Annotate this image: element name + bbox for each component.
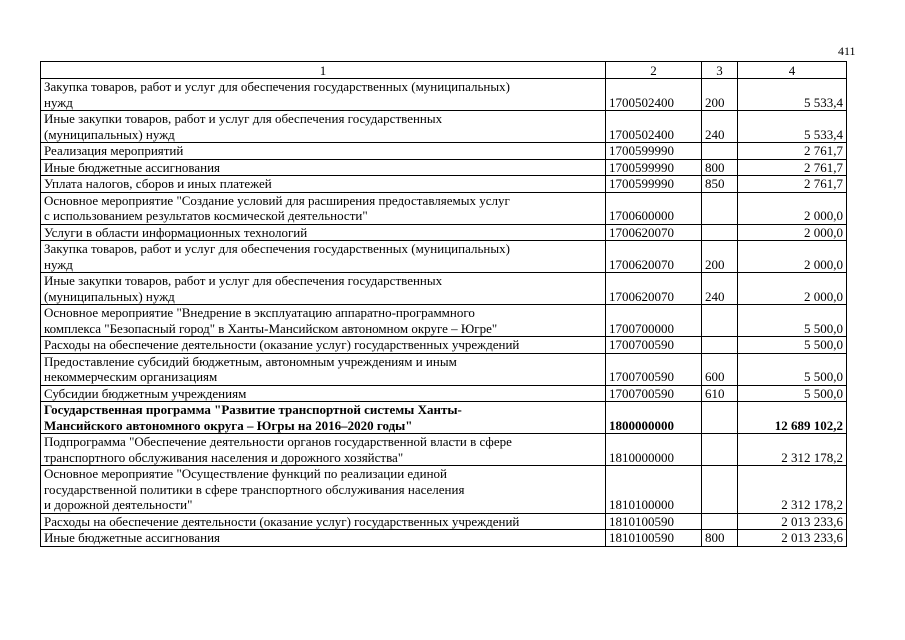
row-amount-cell: 12 689 102,2: [738, 402, 847, 434]
row-name-line: некоммерческим организациям: [44, 369, 218, 384]
row-code-cell: 1700700590: [606, 337, 702, 354]
row-name-line: Иные бюджетные ассигнования: [44, 159, 221, 175]
row-name-line: Субсидии бюджетным учреждениям: [44, 385, 247, 401]
row-amount-cell: 2 312 178,2: [738, 434, 847, 466]
row-name-line: Основное мероприятие "Внедрение в эксплуатацию аппаратно-программного: [44, 305, 475, 320]
budget-table: [40, 61, 847, 547]
row-name-cell: [41, 385, 606, 402]
row-name-line: государственной политики в сфере транспортного обслуживания населения: [44, 481, 465, 497]
row-type-cell: [702, 143, 738, 160]
table-row: [41, 111, 847, 143]
row-name-line: Иные закупки товаров, работ и услуг для обеспечения государственных: [44, 111, 443, 126]
table-row: [41, 305, 847, 337]
table-row: [41, 434, 847, 466]
row-amount-cell: 5 500,0: [738, 353, 847, 385]
row-type-cell: [702, 224, 738, 241]
row-name-cell: [41, 402, 606, 434]
table-row: [41, 79, 847, 111]
row-name-line: Услуги в области информационных технологий: [44, 224, 308, 240]
table-row: [41, 192, 847, 224]
page-number: 411: [838, 44, 856, 58]
row-type-cell: [702, 466, 738, 514]
row-name-line: транспортного обслуживания населения и дорожного хозяйства": [44, 449, 404, 465]
row-name-line: Закупка товаров, работ и услуг для обеспечения государственных (муниципальных): [44, 241, 510, 256]
row-name-line: Подпрограмма "Обеспечение деятельности органов государственной власти в сфере: [44, 434, 512, 449]
row-type-cell: 240: [702, 273, 738, 305]
table-row: [41, 176, 847, 193]
row-name-cell: [41, 337, 606, 354]
row-amount-cell: 2 013 233,6: [738, 513, 847, 530]
row-code-cell: 1810100590: [606, 530, 702, 547]
row-name-line: Расходы на обеспечение деятельности (оказание услуг) государственных учреждений: [44, 513, 520, 529]
row-name-cell: [41, 530, 606, 547]
row-code-cell: 1700620070: [606, 273, 702, 305]
row-code-cell: 1700620070: [606, 241, 702, 273]
table-row: [41, 224, 847, 241]
row-name-line: Закупка товаров, работ и услуг для обеспечения государственных (муниципальных): [44, 79, 510, 94]
row-name-cell: [41, 305, 606, 337]
table-row: [41, 273, 847, 305]
table-row: [41, 159, 847, 176]
table-header-row: [41, 62, 847, 79]
row-amount-cell: 2 000,0: [738, 273, 847, 305]
table-row: [41, 337, 847, 354]
row-amount-cell: 2 312 178,2: [738, 466, 847, 514]
row-name-line: нужд: [44, 94, 73, 110]
row-name-line: (муниципальных) нужд: [44, 126, 175, 142]
row-name-cell: [41, 159, 606, 176]
row-type-cell: [702, 434, 738, 466]
row-name-line: нужд: [44, 256, 73, 272]
row-code-cell: 1700502400: [606, 79, 702, 111]
row-amount-cell: 2 000,0: [738, 192, 847, 224]
row-type-cell: [702, 402, 738, 434]
row-code-cell: 1700700000: [606, 305, 702, 337]
row-type-cell: 850: [702, 176, 738, 193]
row-amount-cell: 2 761,7: [738, 159, 847, 176]
row-name-cell: [41, 224, 606, 241]
row-name-cell: [41, 241, 606, 273]
row-name-line: Основное мероприятие "Создание условий для расширения предоставляемых услуг: [44, 192, 510, 208]
table-row: [41, 385, 847, 402]
row-code-cell: 1810000000: [606, 434, 702, 466]
row-name-line: Предоставление субсидий бюджетным, автономным учреждениям и иным: [44, 353, 457, 369]
table-row: [41, 513, 847, 530]
row-name-line: комплекса "Безопасный город" в Ханты-Мансийском автономном округе – Югре": [44, 320, 498, 336]
row-code-cell: 1700600000: [606, 192, 702, 224]
row-name-cell: [41, 513, 606, 530]
row-type-cell: 200: [702, 79, 738, 111]
row-name-line: с использованием результатов космической деятельности": [44, 208, 368, 223]
table-row: [41, 143, 847, 160]
row-amount-cell: 5 533,4: [738, 111, 847, 143]
row-name-line: и дорожной деятельности": [44, 497, 193, 512]
row-name-cell: [41, 143, 606, 160]
column-header-amount: 4: [738, 62, 847, 79]
row-type-cell: [702, 513, 738, 530]
row-name-cell: [41, 353, 606, 385]
row-code-cell: 1700599990: [606, 176, 702, 193]
row-code-cell: 1700700590: [606, 385, 702, 402]
row-type-cell: 610: [702, 385, 738, 402]
row-name-line: Реализация мероприятий: [44, 143, 184, 158]
row-code-cell: 1700599990: [606, 159, 702, 176]
row-name-cell: [41, 111, 606, 143]
row-name-cell: [41, 79, 606, 111]
row-code-cell: 1700620070: [606, 224, 702, 241]
row-type-cell: 240: [702, 111, 738, 143]
column-header-code: 2: [606, 62, 702, 79]
row-name-line: Расходы на обеспечение деятельности (оказание услуг) государственных учреждений: [44, 337, 520, 352]
row-code-cell: 1700599990: [606, 143, 702, 160]
row-type-cell: [702, 337, 738, 354]
row-amount-cell: 5 500,0: [738, 337, 847, 354]
row-name-cell: [41, 273, 606, 305]
row-name-line: Уплата налогов, сборов и иных платежей: [44, 176, 272, 191]
row-code-cell: 1810100590: [606, 513, 702, 530]
row-name-line: Основное мероприятие "Осуществление функций по реализации единой: [44, 466, 448, 481]
row-code-cell: 1700502400: [606, 111, 702, 143]
column-header-name: 1: [41, 62, 606, 79]
row-name-line: (муниципальных) нужд: [44, 288, 175, 304]
row-name-line: Мансийского автономного округа – Югры на 2016–2020 годы": [44, 417, 413, 433]
row-code-cell: 1700700590: [606, 353, 702, 385]
row-type-cell: 600: [702, 353, 738, 385]
row-amount-cell: 2 000,0: [738, 224, 847, 241]
row-name-cell: [41, 434, 606, 466]
row-name-cell: [41, 176, 606, 193]
row-name-line: Государственная программа "Развитие транспортной системы Ханты-: [44, 402, 462, 417]
row-type-cell: [702, 192, 738, 224]
row-name-line: Иные бюджетные ассигнования: [44, 530, 221, 545]
row-amount-cell: 2 013 233,6: [738, 530, 847, 547]
table-row: [41, 530, 847, 547]
row-type-cell: 200: [702, 241, 738, 273]
row-name-line: Иные закупки товаров, работ и услуг для обеспечения государственных: [44, 273, 443, 288]
table-row: [41, 466, 847, 514]
row-type-cell: 800: [702, 159, 738, 176]
row-code-cell: 1810100000: [606, 466, 702, 514]
row-name-cell: [41, 192, 606, 224]
row-amount-cell: 5 500,0: [738, 385, 847, 402]
row-amount-cell: 2 761,7: [738, 143, 847, 160]
column-header-type: 3: [702, 62, 738, 79]
table-row: [41, 241, 847, 273]
row-amount-cell: 5 533,4: [738, 79, 847, 111]
table-body: [41, 79, 847, 547]
row-amount-cell: 2 000,0: [738, 241, 847, 273]
table-row: [41, 353, 847, 385]
row-type-cell: 800: [702, 530, 738, 547]
row-type-cell: [702, 305, 738, 337]
table-row: [41, 402, 847, 434]
row-amount-cell: 2 761,7: [738, 176, 847, 193]
row-amount-cell: 5 500,0: [738, 305, 847, 337]
row-code-cell: 1800000000: [606, 402, 702, 434]
row-name-cell: [41, 466, 606, 514]
